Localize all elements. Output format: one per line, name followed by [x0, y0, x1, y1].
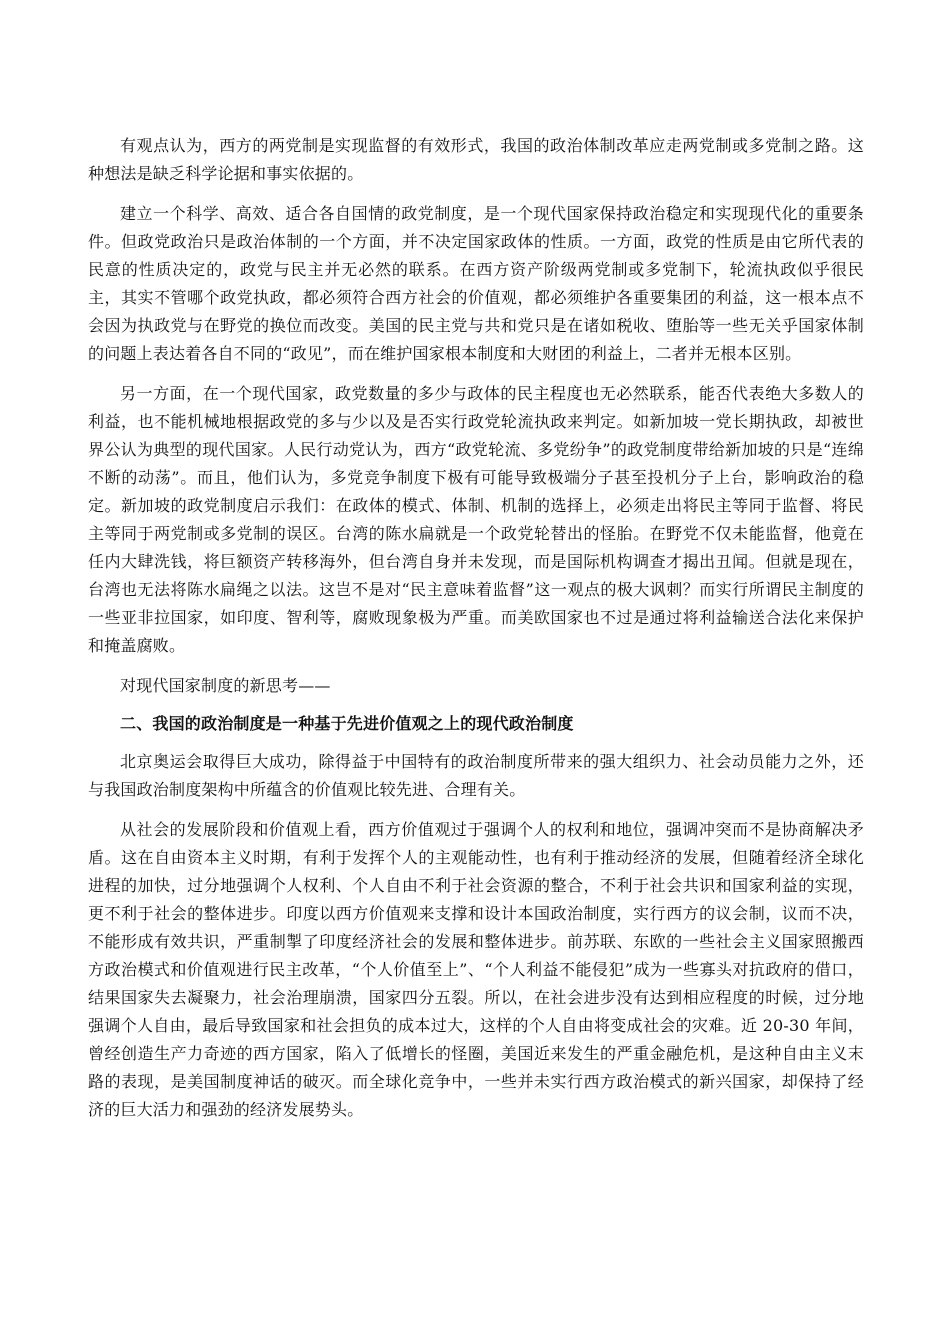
paragraph-two-party-view: 有观点认为，西方的两党制是实现监督的有效形式，我国的政治体制改革应走两党制或多党制之路。这种想法是缺乏科学论据和事实依据的。 — [88, 136, 864, 183]
paragraph-olympics: 北京奥运会取得巨大成功，除得益于中国特有的政治制度所带来的强大组织力、社会动员能力之外，还与我国政治制度架构中所蕴含的价值观比较先进、合理有关。 — [88, 752, 864, 799]
section-subtitle: 对现代国家制度的新思考—— — [120, 676, 331, 695]
paragraph-party-system: 建立一个科学、高效、适合各自国情的政党制度，是一个现代国家保持政治稳定和实现现代化的重要条件。但政党政治只是政治体制的一个方面，并不决定国家政体的性质。一方面，政党的性质是由它所代表的民意的性质决定的，政党与民主并无必然的联系。在西方资产阶级两党制或多党制下，轮流执政似乎很民主，其实不管哪个政党执政，都必须符合西方社会的价值观，都必须维护各重要集团的利益，这一根本点不会因为执政党与在野党的换位而改变。美国的民主党与共和党只是在诸如税收、堕胎等一些无关乎国家体制的问题上表达着各自不同的“政见”，而在维护国家根本制度和大财团的利益上，二者并无根本区别。 — [88, 204, 864, 363]
section-heading: 二、我国的政治制度是一种基于先进价值观之上的现代政治制度 — [120, 714, 574, 733]
document-page — [88, 132, 864, 1136]
paragraph-party-number: 另一方面，在一个现代国家，政党数量的多少与政体的民主程度也无必然联系，能否代表绝大多数人的利益，也不能机械地根据政党的多与少以及是否实行政党轮流执政来判定。如新加坡一党长期执政，却被世界公认为典型的现代国家。人民行动党认为，西方“政党轮流、多党纷争”的政党制度带给新加坡的只是“连绵不断的动荡”。而且，他们认为，多党竞争制度下极有可能导致极端分子甚至投机分子上台，影响政治的稳定。新加坡的政党制度启示我们：在政体的模式、体制、机制的选择上，必须走出将民主等同于监督、将民主等同于两党制或多党制的误区。台湾的陈水扁就是一个政党轮替出的怪胎。在野党不仅未能监督，他竟在任内大肆洗钱，将巨额资产转移海外，但台湾自身并未发现，而是国际机构调查才揭出丑闻。但就是现在，台湾也无法将陈水扁绳之以法。这岂不是对“民主意味着监督”这一观点的极大讽刺？而实行所谓民主制度的一些亚非拉国家，如印度、智利等，腐败现象极为严重。而美欧国家也不过是通过将利益输送合法化来保护和掩盖腐败。 — [88, 384, 864, 655]
paragraph-values: 从社会的发展阶段和价值观上看，西方价值观过于强调个人的权利和地位，强调冲突而不是协商解决矛盾。这在自由资本主义时期，有利于发挥个人的主观能动性，也有利于推动经济的发展，但随着经济全球化进程的加快，过分地强调个人权利、个人自由不利于社会资源的整合，不利于社会共识和国家利益的实现，更不利于社会的整体进步。印度以西方价值观来支撑和设计本国政治制度，实行西方的议会制，议而不决，不能形成有效共识，严重制掣了印度经济社会的发展和整体进步。前苏联、东欧的一些社会主义国家照搬西方政治模式和价值观进行民主改革，“个人价值至上”、“个人利益不能侵犯”成为一些寡头对抗政府的借口，结果国家失去凝聚力，社会治理崩溃，国家四分五裂。所以，在社会进步没有达到相应程度的时候，过分地强调个人自由，最后导致国家和社会担负的成本过大，这样的个人自由将变成社会的灾难。近 20-30 年间，曾经创造生产力奇迹的西方国家，陷入了低增长的怪圈，美国近来发生的严重金融危机，是这种自由主义末路的表现，是美国制度神话的破灭。而全球化竞争中，一些并未实行西方政治模式的新兴国家，却保持了经济的巨大活力和强劲的经济发展势头。 — [88, 820, 864, 1119]
